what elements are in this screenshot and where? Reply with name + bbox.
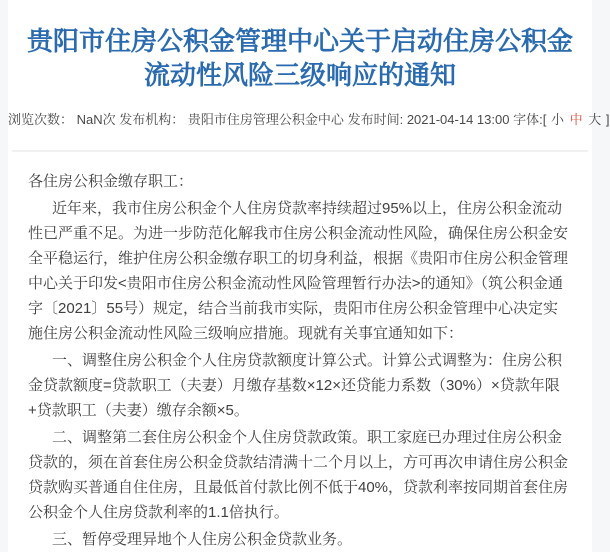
publish-time-value: 2021-04-14 13:00 — [406, 112, 510, 127]
publisher-label: 发布机构： — [119, 112, 185, 127]
meta-bar — [8, 112, 610, 128]
views-label: 浏览次数： — [8, 112, 74, 127]
publisher-value: 贵阳市住房管理公积金中心 — [187, 112, 344, 127]
font-size-widget-label: 字体:[ — [513, 112, 547, 127]
font-size-small-button[interactable]: 小 — [550, 112, 564, 127]
views-value: NaN次 — [76, 112, 116, 127]
publish-time-label: 发布时间: — [347, 112, 404, 127]
article-body — [8, 152, 592, 552]
paragraph-item-1: 一、调整住房公积金个人住房贷款额度计算公式。计算公式调整为：住房公积金贷款额度=贷款职工（夫妻）月缴存基数×12×还贷能力系数（30%）×贷款年限+贷款职工（夫妻）缴存余额×5。 — [28, 352, 563, 419]
font-size-large-button[interactable]: 大 — [588, 112, 602, 127]
paragraph-item-2: 二、调整第二套住房公积金个人住房贷款政策。职工家庭已办理过住房公积金贷款的，须在首套住房公积金贷款结清满十二个月以上，方可再次申请住房公积金贷款购买普通自住住房，且最低首付款比例不低于40%，贷款利率按同期首套住房公积金个人住房贷款利率的1.1倍执行。 — [28, 429, 569, 521]
content-panel — [8, 0, 610, 552]
font-size-medium-button[interactable]: 中 — [569, 112, 583, 127]
paragraph-item-3: 三、暂停受理异地个人住房公积金贷款业务。 — [52, 531, 353, 548]
font-size-widget-close-bracket: ] — [605, 112, 610, 127]
font-size-widget — [513, 112, 609, 127]
paragraph-intro: 近年来，我市住房公积金个人住房贷款率持续超过95%以上，住房公积金流动性已严重不足。为进一步防范化解我市住房公积金流动性风险，确保住房公积金安全平稳运行，维护住房公积金缴存职工的切身利益，根据《贵阳市住房公积金管理中心关于印发<贵阳市住房公积金流动性风险管理暂行办法>的通知》（筑公积金通字〔2021〕55号）规定，结合当前我市实际，贵阳市住房公积金管理中心决定实施住房公积金流动性风险三级响应措施。现就有关事宜通知如下： — [28, 200, 569, 342]
page-title: 贵阳市住房公积金管理中心关于启动住房公积金流动性风险三级响应的通知 — [26, 26, 573, 90]
salutation: 各住房公积金缴存职工： — [28, 173, 194, 190]
